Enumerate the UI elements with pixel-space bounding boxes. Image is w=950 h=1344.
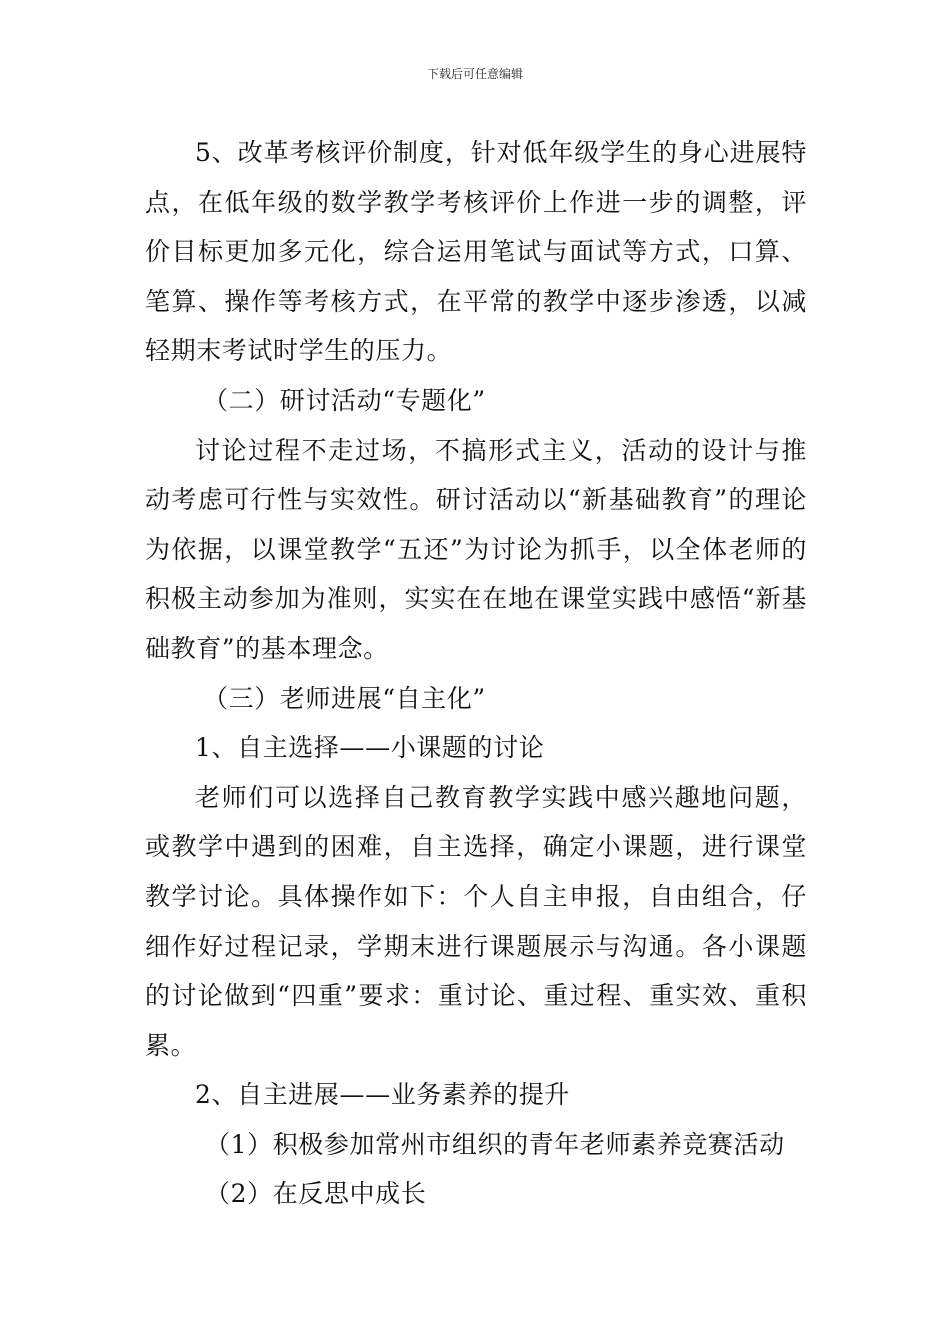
paragraph-item-5-evaluation: 5、改革考核评价制度，针对低年级学生的身心进展特点，在低年级的数学教学考核评价上作进一步的调整，评价目标更加多元化，综合运用笔试与面试等方式，口算、笔算、操作等考核方式，在平常的教学中逐步渗透，以减轻期末考试时学生的压力。 [145,138,807,366]
section-heading-3: （三）老师进展“自主化” [203,683,486,713]
paragraph-research-activities: 讨论过程不走过场，不搞形式主义，活动的设计与推动考虑可行性与实效性。研讨活动以“新基础教育”的理论为依据，以课堂教学“五还”为讨论为抓手，以全体老师的积极主动参加为准则，实实在在地在课堂实践中感悟“新基础教育”的基本理念。 [145,435,807,663]
list-item-2: （2）在反思中成长 [205,1179,427,1209]
list-item-1: （1）积极参加常州市组织的青年老师素养竞赛活动 [205,1129,785,1159]
subheading-autonomous-choice: 1、自主选择——小课题的讨论 [195,733,545,763]
page-header: 下载后可任意编辑 [426,67,523,81]
section-heading-2: （二）研讨活动“专题化” [203,385,486,415]
subheading-autonomous-development: 2、自主进展——业务素养的提升 [195,1080,570,1110]
paragraph-small-topics: 老师们可以选择自己教育教学实践中感兴趣地问题，或教学中遇到的困难，自主选择，确定小课题，进行课堂教学讨论。具体操作如下：个人自主申报，自由组合，仔细作好过程记录，学期末进行课题展示与沟通。各小课题的讨论做到“四重”要求：重讨论、重过程、重实效、重积累。 [145,782,807,1060]
document-body [145,128,807,1219]
